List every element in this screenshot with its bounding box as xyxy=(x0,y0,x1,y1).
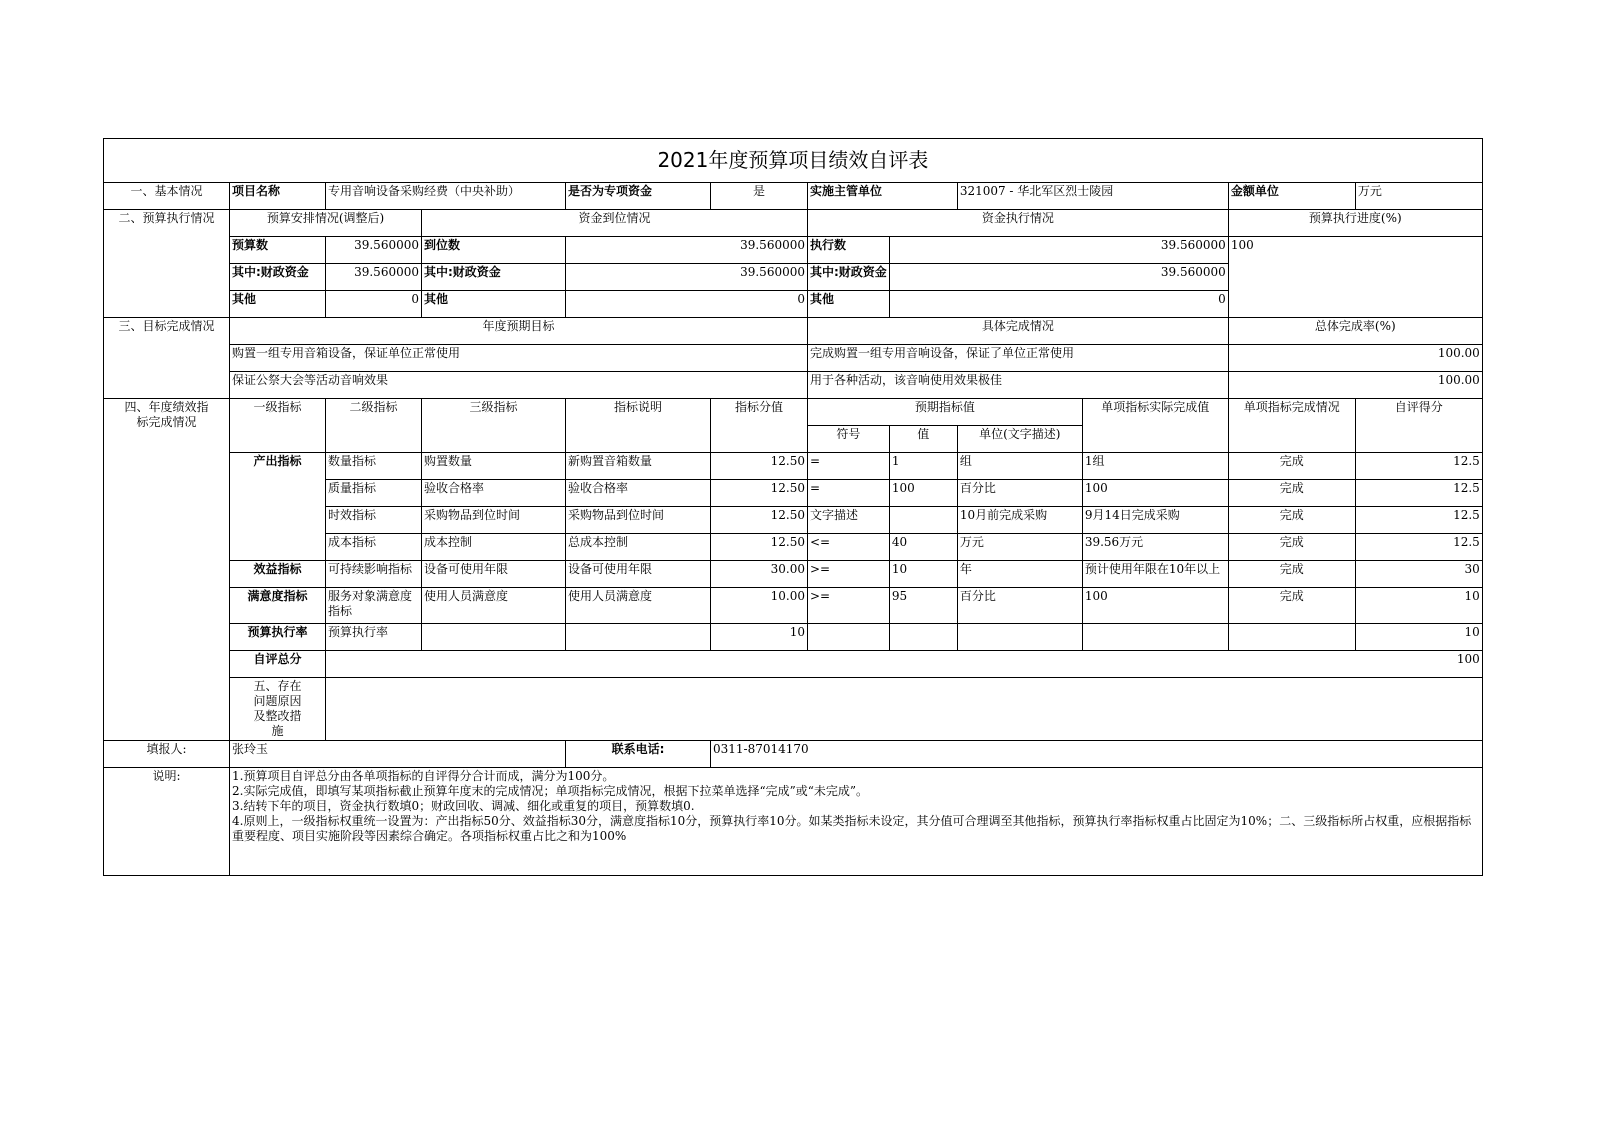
arrival-fiscal-value: 39.560000 xyxy=(566,264,808,291)
budget-value: 39.560000 xyxy=(326,237,422,264)
execution-value: 39.560000 xyxy=(889,237,1228,264)
cell-level3: 成本控制 xyxy=(422,534,566,561)
group-output: 产出指标 xyxy=(230,453,326,561)
arrival-other-value: 0 xyxy=(566,291,808,318)
cell-level2: 时效指标 xyxy=(326,507,422,534)
budget-fiscal-label: 其中:财政资金 xyxy=(230,264,326,291)
fund-arrival-header: 资金到位情况 xyxy=(422,210,808,237)
cell-score: 12.50 xyxy=(711,453,808,480)
note-line: 4.原则上，一级指标权重统一设置为：产出指标50分、效益指标30分，满意度指标10分，预算执行率10分。如某类指标未设定，其分值可合理调至其他指标，预算执行率指标权重占比固定为10%；二、三级指标所占权重，应根据指标重要程度、项目实施阶段等因素综合确定。各项指标权重占比之和为100% xyxy=(232,814,1472,843)
section-issues-label: 五、存在问题原因及整改措施 xyxy=(230,678,326,741)
group-budget-rate: 预算执行率 xyxy=(230,624,326,651)
completion-detail-2: 用于各种活动，该音响使用效果极佳 xyxy=(808,372,1229,399)
issues-content xyxy=(326,678,1483,741)
total-score-value: 100 xyxy=(326,651,1483,678)
header-score: 指标分值 xyxy=(711,399,808,453)
filler-label: 填报人: xyxy=(104,741,230,768)
cell-status xyxy=(1228,624,1355,651)
annual-goal-2: 保证公祭大会等活动音响效果 xyxy=(230,372,808,399)
notes-content xyxy=(230,768,1483,876)
project-name-value: 专用音响设备采购经费（中央补助） xyxy=(326,183,566,210)
cell-actual: 100 xyxy=(1082,588,1228,624)
cell-self-score: 30 xyxy=(1355,561,1482,588)
completion-rate-2: 100.00 xyxy=(1228,372,1482,399)
header-status: 单项指标完成情况 xyxy=(1228,399,1355,453)
cell-symbol: >= xyxy=(808,561,890,588)
cell-level2: 可持续影响指标 xyxy=(326,561,422,588)
cell-self-score: 12.5 xyxy=(1355,507,1482,534)
cell-symbol: 文字描述 xyxy=(808,507,890,534)
authority-value: 321007 - 华北军区烈士陵园 xyxy=(957,183,1228,210)
execution-label: 执行数 xyxy=(808,237,890,264)
performance-table xyxy=(103,138,1483,876)
budget-other-label: 其他 xyxy=(230,291,326,318)
cell-score: 12.50 xyxy=(711,507,808,534)
special-fund-label: 是否为专项资金 xyxy=(566,183,711,210)
cell-self-score: 10 xyxy=(1355,588,1482,624)
cell-level3: 使用人员满意度 xyxy=(422,588,566,624)
cell-description: 采购物品到位时间 xyxy=(566,507,711,534)
cell-actual: 39.56万元 xyxy=(1082,534,1228,561)
cell-description xyxy=(566,624,711,651)
filler-name: 张玲玉 xyxy=(230,741,566,768)
cell-symbol: >= xyxy=(808,588,890,624)
cell-unit: 年 xyxy=(957,561,1082,588)
cell-level3: 采购物品到位时间 xyxy=(422,507,566,534)
authority-label: 实施主管单位 xyxy=(808,183,958,210)
header-value: 值 xyxy=(889,426,957,453)
budget-other-value: 0 xyxy=(326,291,422,318)
header-actual: 单项指标实际完成值 xyxy=(1082,399,1228,453)
cell-unit: 万元 xyxy=(957,534,1082,561)
budget-arrangement-header: 预算安排情况(调整后) xyxy=(230,210,422,237)
cell-actual: 1组 xyxy=(1082,453,1228,480)
table-row xyxy=(104,453,1483,480)
table-row xyxy=(104,624,1483,651)
group-benefit: 效益指标 xyxy=(230,561,326,588)
cell-symbol: <= xyxy=(808,534,890,561)
cell-level2: 服务对象满意度指标 xyxy=(326,588,422,624)
cell-self-score: 12.5 xyxy=(1355,480,1482,507)
budget-label: 预算数 xyxy=(230,237,326,264)
cell-unit: 10月前完成采购 xyxy=(957,507,1082,534)
cell-self-score: 12.5 xyxy=(1355,534,1482,561)
cell-status: 完成 xyxy=(1228,507,1355,534)
notes-label: 说明: xyxy=(104,768,230,876)
annual-goal-1: 购置一组专用音箱设备，保证单位正常使用 xyxy=(230,345,808,372)
execution-other-value: 0 xyxy=(889,291,1228,318)
cell-status: 完成 xyxy=(1228,480,1355,507)
cell-unit: 百分比 xyxy=(957,480,1082,507)
completion-detail-1: 完成购置一组专用音响设备，保证了单位正常使用 xyxy=(808,345,1229,372)
cell-actual: 100 xyxy=(1082,480,1228,507)
total-score-label: 自评总分 xyxy=(230,651,326,678)
arrival-label: 到位数 xyxy=(422,237,566,264)
header-symbol: 符号 xyxy=(808,426,890,453)
cell-status: 完成 xyxy=(1228,534,1355,561)
cell-level3: 验收合格率 xyxy=(422,480,566,507)
cell-description: 使用人员满意度 xyxy=(566,588,711,624)
completion-rate-header: 总体完成率(%) xyxy=(1228,318,1482,345)
cell-level2: 数量指标 xyxy=(326,453,422,480)
table-row xyxy=(104,561,1483,588)
header-description: 指标说明 xyxy=(566,399,711,453)
cell-symbol: = xyxy=(808,453,890,480)
cell-value: 40 xyxy=(889,534,957,561)
amount-unit-value: 万元 xyxy=(1355,183,1482,210)
cell-status: 完成 xyxy=(1228,588,1355,624)
header-unit: 单位(文字描述) xyxy=(957,426,1082,453)
cell-description: 新购置音箱数量 xyxy=(566,453,711,480)
cell-description: 总成本控制 xyxy=(566,534,711,561)
special-fund-value: 是 xyxy=(711,183,808,210)
cell-unit: 百分比 xyxy=(957,588,1082,624)
cell-self-score: 12.5 xyxy=(1355,453,1482,480)
section-goal-label: 三、目标完成情况 xyxy=(104,318,230,399)
cell-actual xyxy=(1082,624,1228,651)
phone-label: 联系电话: xyxy=(566,741,711,768)
cell-self-score: 10 xyxy=(1355,624,1482,651)
page-title: 2021年度预算项目绩效自评表 xyxy=(104,139,1483,183)
arrival-other-label: 其他 xyxy=(422,291,566,318)
execution-other-label: 其他 xyxy=(808,291,890,318)
section-basic-label: 一、基本情况 xyxy=(104,183,230,210)
budget-fiscal-value: 39.560000 xyxy=(326,264,422,291)
cell-level3: 设备可使用年限 xyxy=(422,561,566,588)
cell-status: 完成 xyxy=(1228,453,1355,480)
cell-symbol xyxy=(808,624,890,651)
section-budget-label: 二、预算执行情况 xyxy=(104,210,230,318)
completion-rate-1: 100.00 xyxy=(1228,345,1482,372)
cell-score: 10 xyxy=(711,624,808,651)
cell-value: 10 xyxy=(889,561,957,588)
group-satisfaction: 满意度指标 xyxy=(230,588,326,624)
execution-fiscal-value: 39.560000 xyxy=(889,264,1228,291)
cell-symbol: = xyxy=(808,480,890,507)
cell-status: 完成 xyxy=(1228,561,1355,588)
cell-level2: 预算执行率 xyxy=(326,624,422,651)
phone-value: 0311-87014170 xyxy=(711,741,1483,768)
cell-unit xyxy=(957,624,1082,651)
cell-actual: 9月14日完成采购 xyxy=(1082,507,1228,534)
cell-score: 12.50 xyxy=(711,480,808,507)
fund-execution-header: 资金执行情况 xyxy=(808,210,1229,237)
cell-value: 100 xyxy=(889,480,957,507)
cell-level2: 成本指标 xyxy=(326,534,422,561)
table-row xyxy=(104,588,1483,624)
cell-level2: 质量指标 xyxy=(326,480,422,507)
budget-progress-value: 100 xyxy=(1228,237,1482,318)
header-level2: 二级指标 xyxy=(326,399,422,453)
budget-progress-header: 预算执行进度(%) xyxy=(1228,210,1482,237)
cell-description: 设备可使用年限 xyxy=(566,561,711,588)
arrival-value: 39.560000 xyxy=(566,237,808,264)
amount-unit-label: 金额单位 xyxy=(1228,183,1355,210)
note-line: 1.预算项目自评总分由各单项指标的自评得分合计而成，满分为100分。 xyxy=(232,769,615,783)
cell-score: 12.50 xyxy=(711,534,808,561)
cell-description: 验收合格率 xyxy=(566,480,711,507)
completion-detail-header: 具体完成情况 xyxy=(808,318,1229,345)
annual-goal-header: 年度预期目标 xyxy=(230,318,808,345)
cell-score: 30.00 xyxy=(711,561,808,588)
cell-level3 xyxy=(422,624,566,651)
arrival-fiscal-label: 其中:财政资金 xyxy=(422,264,566,291)
cell-value xyxy=(889,624,957,651)
note-line: 2.实际完成值，即填写某项指标截止预算年度末的完成情况；单项指标完成情况，根据下拉菜单选择“完成”或“未完成”。 xyxy=(232,784,868,798)
cell-level3: 购置数量 xyxy=(422,453,566,480)
note-line: 3.结转下年的项目，资金执行数填0；财政回收、调减、细化或重复的项目，预算数填0. xyxy=(232,799,695,813)
header-expected: 预期指标值 xyxy=(808,399,1083,426)
header-level1: 一级指标 xyxy=(230,399,326,453)
header-level3: 三级指标 xyxy=(422,399,566,453)
project-name-label: 项目名称 xyxy=(230,183,326,210)
header-self-score: 自评得分 xyxy=(1355,399,1482,453)
cell-value: 1 xyxy=(889,453,957,480)
cell-score: 10.00 xyxy=(711,588,808,624)
section-indicator-label: 四、年度绩效指标完成情况 xyxy=(104,399,230,741)
cell-value xyxy=(889,507,957,534)
cell-value: 95 xyxy=(889,588,957,624)
execution-fiscal-label: 其中:财政资金 xyxy=(808,264,890,291)
cell-unit: 组 xyxy=(957,453,1082,480)
cell-actual: 预计使用年限在10年以上 xyxy=(1082,561,1228,588)
